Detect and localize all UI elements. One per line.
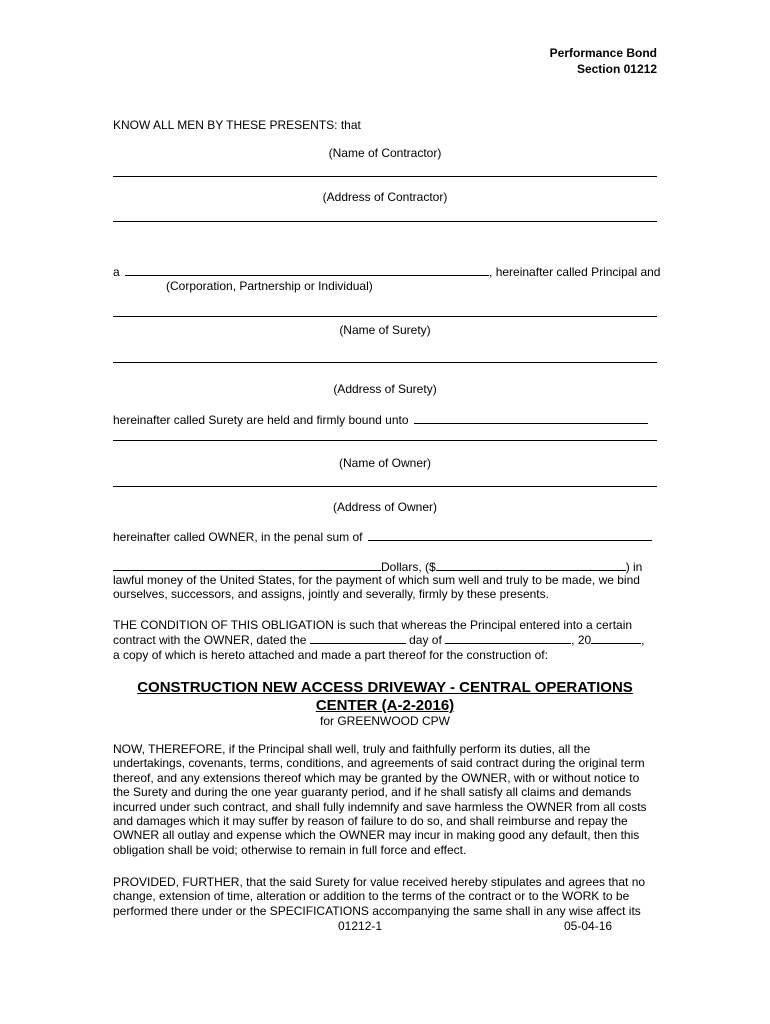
section-number: Section 01212	[576, 62, 657, 76]
surety-name-line[interactable]	[113, 316, 657, 317]
now-therefore-line: undertakings, covenants, terms, conditions, and agreements of said contract during the original term	[113, 756, 645, 771]
condition-dated-label: contract with the OWNER, dated the	[113, 633, 307, 648]
label-name-of-owner: (Name of Owner)	[338, 456, 432, 470]
label-corporation-type: (Corporation, Partnership or Individual)	[166, 279, 373, 293]
condition-comma: ,	[641, 633, 645, 648]
condition-line-3: a copy of which is hereto attached and made a part thereof for the construction of:	[113, 647, 548, 662]
project-title-line-1: CONSTRUCTION NEW ACCESS DRIVEWAY - CENTRAL OPERATIONS	[137, 679, 633, 696]
label-penal-sum: hereinafter called OWNER, in the penal sum of	[113, 530, 363, 544]
provided-line: change, extension of time, alteration or addition to the terms of the contract or to the WORK to be	[113, 889, 630, 904]
now-therefore-paragraph	[113, 742, 657, 857]
label-surety-bound: hereinafter called Surety are held and firmly bound unto	[113, 413, 409, 427]
contract-date-blank[interactable]	[310, 632, 406, 644]
contract-year-blank[interactable]	[591, 632, 641, 644]
now-therefore-line: thereof, and any extensions thereof which may be granted by the OWNER, with or without notice to	[113, 770, 640, 785]
project-owner-line: for GREENWOOD CPW	[319, 714, 450, 728]
condition-year-label: , 20	[571, 633, 592, 648]
label-name-of-surety: (Name of Surety)	[339, 323, 431, 337]
now-therefore-line: NOW, THEREFORE, if the Principal shall well, truly and faithfully perform its duties, all the	[113, 742, 591, 756]
corporation-blank[interactable]	[125, 264, 489, 276]
now-therefore-line: obligation shall be void; otherwise to remain in full force and effect.	[113, 842, 467, 857]
provided-paragraph	[113, 875, 657, 918]
dollars-words-blank[interactable]	[113, 559, 381, 571]
principal-row	[113, 264, 661, 279]
dollars-row	[113, 559, 657, 574]
penal-sum-row	[113, 529, 657, 544]
now-therefore-line: OWNER all outlay and expense which the OWNER may incur in making good any default, then this	[113, 828, 640, 843]
condition-line-1: THE CONDITION OF THIS OBLIGATION is such that whereas the Principal entered into a certain	[113, 618, 633, 632]
label-principal: , hereinafter called Principal and	[489, 265, 661, 279]
owner-address-line[interactable]	[113, 486, 657, 487]
provided-line: performed there under or the SPECIFICATIONS accompanying the same shall in any wise affect its	[113, 903, 641, 918]
surety-bound-row	[113, 412, 657, 427]
condition-paragraph	[113, 618, 657, 662]
revision-date: 05-04-16	[564, 919, 613, 933]
page-number: 01212-1	[338, 919, 383, 933]
dollars-amount-blank[interactable]	[436, 559, 626, 571]
money-paragraph	[113, 573, 657, 602]
contractor-address-line[interactable]	[113, 221, 657, 222]
owner-bound-blank[interactable]	[414, 412, 648, 424]
money-line-2: ourselves, successors, and assigns, jointly and severally, firmly by these presents.	[113, 587, 549, 602]
now-therefore-line: incurred under such contract, and shall fully indemnify and save harmless the OWNER from all costs	[113, 799, 647, 814]
contractor-name-line[interactable]	[113, 176, 657, 177]
intro-text: KNOW ALL MEN BY THESE PRESENTS: that	[113, 118, 361, 132]
label-a: a	[113, 265, 120, 279]
owner-name-line[interactable]	[113, 440, 657, 441]
condition-line-2	[113, 632, 657, 647]
label-address-of-owner: (Address of Owner)	[332, 500, 438, 514]
label-dollars: Dollars, ($	[381, 560, 436, 574]
label-in: ) in	[625, 560, 643, 574]
now-therefore-line: and damages which it may suffer by reason of failure to do so, and shall reimburse and repay the	[113, 814, 628, 829]
condition-day-of-label: day of	[409, 633, 442, 648]
project-title-line-2: CENTER (A-2-2016)	[315, 697, 455, 714]
label-address-of-surety: (Address of Surety)	[333, 382, 437, 396]
label-address-of-contractor: (Address of Contractor)	[322, 190, 448, 204]
surety-address-line[interactable]	[113, 362, 657, 363]
contract-month-blank[interactable]	[445, 632, 571, 644]
document-title: Performance Bond	[549, 46, 657, 60]
now-therefore-line: the Surety and during the one year guaranty period, and if he shall satisfy all claims and demands	[113, 785, 632, 800]
label-name-of-contractor: (Name of Contractor)	[328, 146, 442, 160]
penal-sum-blank[interactable]	[368, 529, 652, 541]
provided-line: PROVIDED, FURTHER, that the said Surety for value received hereby stipulates and agrees that no	[113, 875, 646, 889]
money-line-1: lawful money of the United States, for the payment of which sum well and truly to be made, we bind	[113, 573, 640, 587]
